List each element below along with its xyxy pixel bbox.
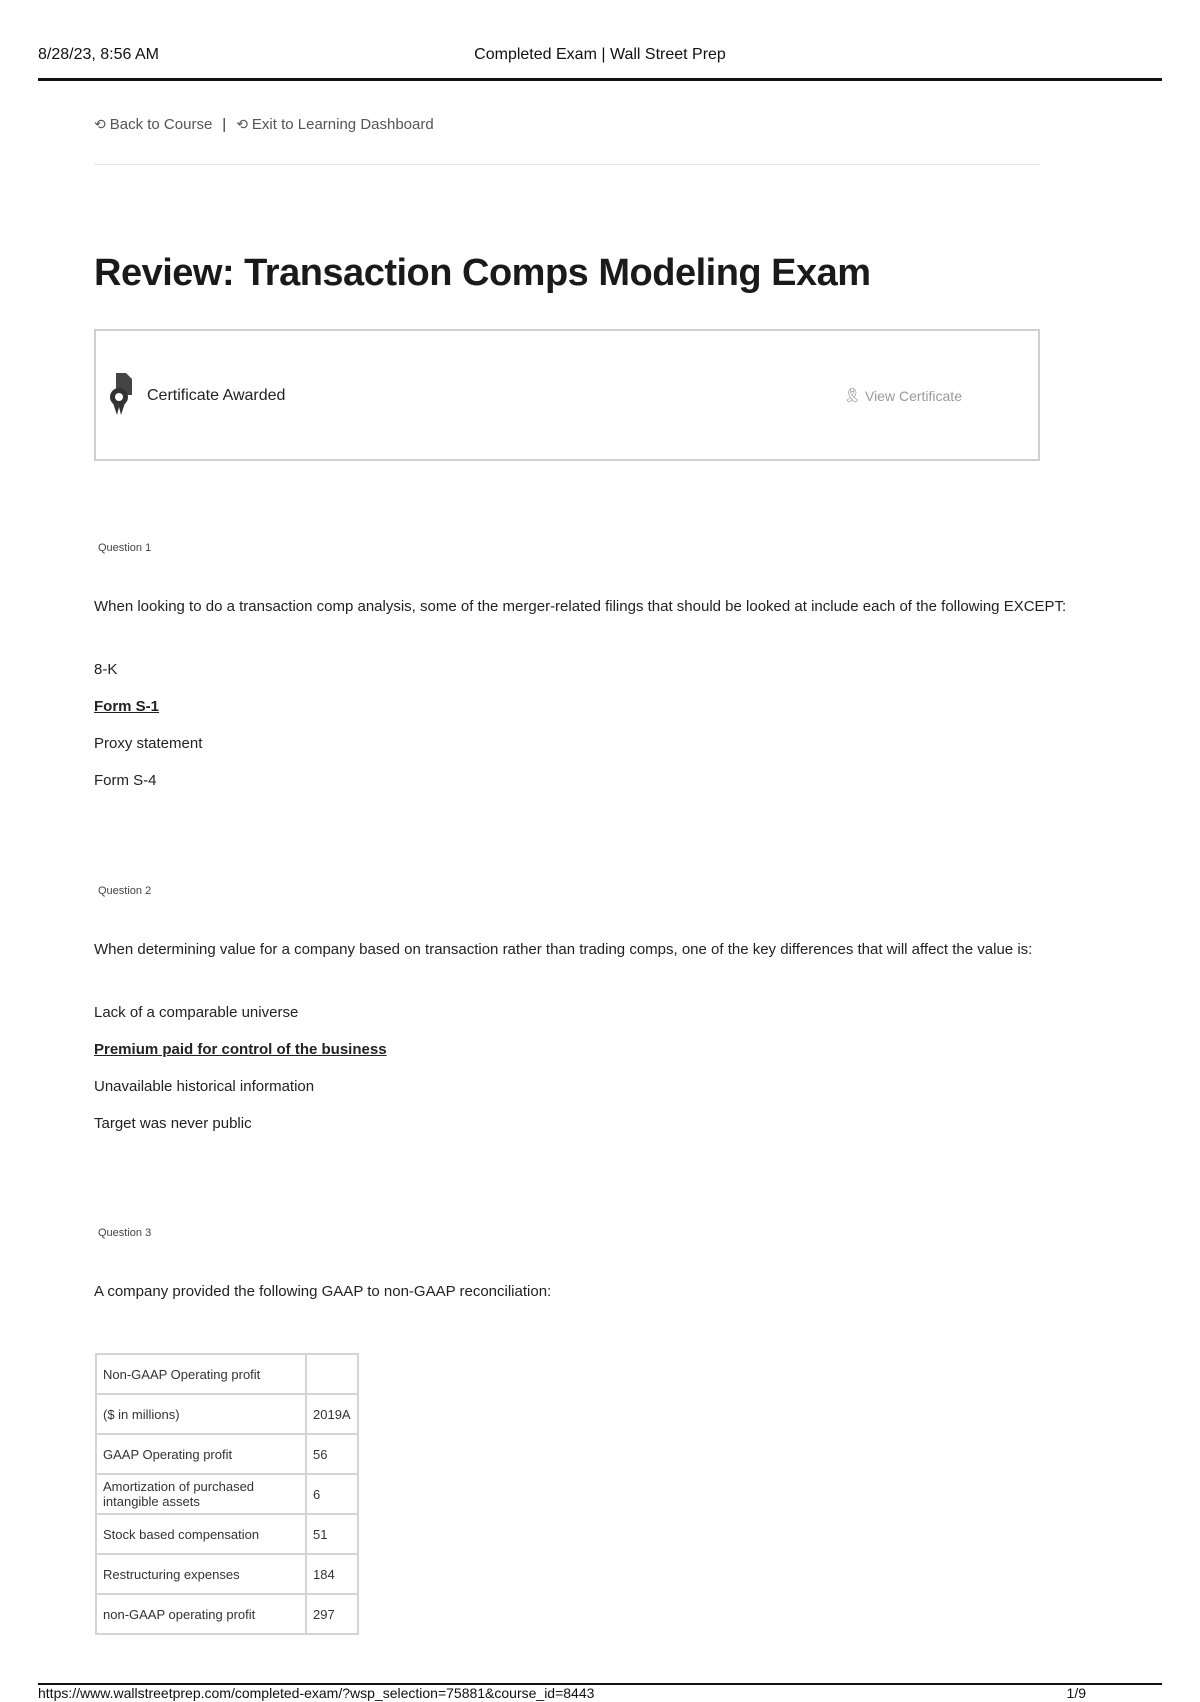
exit-arrow-icon: ⟲ <box>236 116 248 132</box>
table-cell: Amortization of purchased intangible assets <box>96 1474 306 1514</box>
exit-to-dashboard-label: Exit to Learning Dashboard <box>251 116 434 133</box>
print-url: https://www.wallstreetprep.com/completed-exam/?wsp_selection=75881&course_id=8443 <box>38 1685 595 1701</box>
page-title: Review: Transaction Comps Modeling Exam <box>94 252 871 294</box>
table-cell: Non-GAAP Operating profit <box>96 1354 306 1394</box>
table-cell: Restructuring expenses <box>96 1554 306 1594</box>
ribbon-icon: 🎗 <box>843 387 861 403</box>
content-divider <box>94 164 1040 165</box>
print-page-title: Completed Exam | Wall Street Prep <box>474 46 726 63</box>
certificate-icon <box>108 371 136 417</box>
view-certificate-link[interactable] <box>843 387 962 404</box>
table-cell: 6 <box>306 1474 358 1514</box>
table-cell: GAAP Operating profit <box>96 1434 306 1474</box>
table-cell: 2019A <box>306 1394 358 1434</box>
nav-separator: | <box>222 116 227 133</box>
answer-option: Form S-4 <box>94 772 157 789</box>
table-row <box>96 1514 358 1554</box>
table-row <box>96 1594 358 1634</box>
answer-option-correct: Form S-1 <box>94 698 160 715</box>
certificate-status-label: Certificate Awarded <box>147 387 286 404</box>
question-label: Question 1 <box>98 542 152 554</box>
answer-option-correct: Premium paid for control of the business <box>94 1041 387 1058</box>
answer-option: Lack of a comparable universe <box>94 1004 299 1021</box>
table-row <box>96 1394 358 1434</box>
table-cell: 51 <box>306 1514 358 1554</box>
exit-arrow-icon: ⟲ <box>94 116 106 132</box>
certificate-panel <box>94 329 1040 461</box>
table-cell: 297 <box>306 1594 358 1634</box>
table-cell: 184 <box>306 1554 358 1594</box>
print-date: 8/28/23, 8:56 AM <box>38 46 159 63</box>
print-page-number: 1/9 <box>1066 1685 1086 1701</box>
table-cell: ($ in millions) <box>96 1394 306 1434</box>
table-row <box>96 1434 358 1474</box>
print-footer <box>38 1683 1162 1702</box>
question-text: When looking to do a transaction comp analysis, some of the merger-related filings that should be looked at include each of the following EXCEPT: <box>94 598 1067 615</box>
question-text: When determining value for a company based on transaction rather than trading comps, one of the key differences that will affect the value is: <box>94 941 1033 958</box>
table-row <box>96 1354 358 1394</box>
view-certificate-label: View Certificate <box>864 387 962 404</box>
answer-option: Proxy statement <box>94 735 203 752</box>
back-to-course-label: Back to Course <box>109 116 213 133</box>
table-row <box>96 1474 358 1514</box>
table-cell <box>306 1354 358 1394</box>
question-label: Question 3 <box>98 1227 152 1239</box>
answer-option: Target was never public <box>94 1115 252 1132</box>
print-header <box>38 42 1162 81</box>
table-cell: Stock based compensation <box>96 1514 306 1554</box>
reconciliation-table <box>95 1353 359 1635</box>
answer-option: Unavailable historical information <box>94 1078 315 1095</box>
exam-nav <box>94 116 434 133</box>
answer-option: 8-K <box>94 661 118 678</box>
question-text: A company provided the following GAAP to non-GAAP reconciliation: <box>94 1283 552 1300</box>
question-label: Question 2 <box>98 885 152 897</box>
table-row <box>96 1554 358 1594</box>
exit-to-dashboard-link[interactable] <box>236 116 434 133</box>
table-cell: non-GAAP operating profit <box>96 1594 306 1634</box>
answer-list <box>94 1003 387 1151</box>
answer-list <box>94 660 202 808</box>
table-cell: 56 <box>306 1434 358 1474</box>
back-to-course-link[interactable] <box>94 116 212 133</box>
